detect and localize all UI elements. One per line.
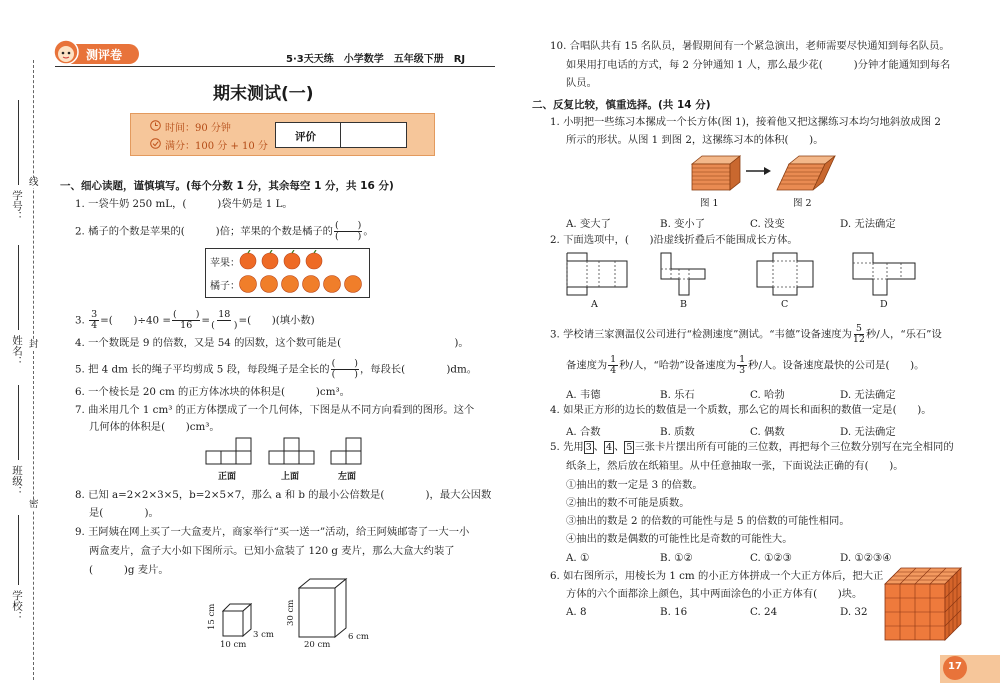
evaluation-label: 评价 — [295, 131, 316, 143]
s1-q3-frac-18-blank[interactable]: $\frac{18}{( )}$ — [211, 309, 238, 331]
page-title: 期末测试(一) — [213, 84, 314, 104]
evaluation-input[interactable] — [342, 124, 405, 146]
s2-q3-line1 — [550, 324, 942, 345]
s2-q1-option-d[interactable]: D. 无法确定 — [840, 218, 896, 230]
digit-card-4: 4 — [606, 442, 613, 453]
s2-q6-line1: 6. 如右图所示，用棱长为 1 cm 的小正方体拼成一个大正方体后，把大正 — [550, 570, 884, 582]
net-d-label: D — [880, 299, 888, 310]
s2-q6-option-d[interactable]: D. 32 — [840, 606, 868, 618]
big-box-height: 30 cm — [286, 599, 296, 626]
s1-q7-line1: 7. 曲米用几个 1 cm³ 的正方体摆成了一个几何体，下图是从不同方向看到的图形。这个 — [75, 404, 475, 416]
view-left-label: 左面 — [338, 472, 357, 482]
s1-q4: 4. 一个数既是 9 的倍数，又是 54 的因数，这个数可能是( )。 — [75, 337, 469, 349]
s2-q5-statement-4: ④抽出的数是偶数的可能性比是奇数的可能性大。 — [566, 533, 793, 545]
s1-q9-line3: ( )g 麦片。 — [89, 564, 169, 576]
binding-line — [33, 60, 34, 680]
cut-word-line: 线 — [29, 177, 39, 188]
s2-q1-line2: 所示的形状。从图 1 到图 2，这摞练习本的体积( )。 — [566, 134, 824, 146]
s2-q2: 2. 下面选项中，( )沿虚线折叠后不能围成长方体。 — [550, 234, 798, 246]
s2-q5-line2: 纸条上，然后放在纸箱里。从中任意抽取一张，下面说法正确的有( )。 — [566, 460, 904, 472]
s2-q1-option-a[interactable]: A. 变大了 — [566, 218, 611, 230]
s1-q3-frac-blank-16[interactable]: $\frac{( )}{16}$ — [173, 309, 200, 331]
orange-row — [238, 274, 366, 294]
notebook-stack-fig1 — [690, 152, 742, 192]
s2-q4-option-d[interactable]: D. 无法确定 — [840, 426, 896, 438]
name-label: 姓名： — [11, 335, 23, 367]
s2-q5-option-d[interactable]: D. ①②③④ — [840, 552, 892, 564]
s1-q5-text: 5. 把 4 dm 长的绳子平均剪成 5 段，每段绳子是全长的 — [75, 363, 330, 376]
big-box-width: 20 cm — [304, 640, 331, 650]
badge-label: 测评卷 — [86, 48, 123, 62]
s1-q3-end: =( )(填小数) — [238, 314, 315, 327]
s1-q3-eq: = — [201, 314, 211, 327]
s2-q6-option-a[interactable]: A. 8 — [566, 606, 587, 618]
s2-q5-statement-2: ②抽出的数不可能是质数。 — [566, 497, 690, 509]
s2-q1-line1: 1. 小明把一些练习本摞成一个长方体(图 1)，接着他又把这摞练习本均匀地斜放成图 2 — [550, 116, 941, 128]
s2-q6-option-c[interactable]: C. 24 — [750, 606, 778, 618]
view-top — [268, 437, 316, 465]
check-icon — [150, 138, 161, 149]
arrow-icon — [746, 166, 772, 176]
s1-q2-end: 。 — [363, 225, 374, 238]
apple-label: 苹果： — [210, 258, 240, 269]
net-a[interactable] — [566, 252, 628, 296]
s1-q9-line1: 9. 王阿姨在网上买了一大盒麦片，商家举行“买一送一”活动，给王阿姨邮寄了一大一小 — [75, 526, 470, 538]
s1-q10-line3: 队员。 — [566, 77, 597, 89]
s2-q4-option-c[interactable]: C. 偶数 — [750, 426, 785, 438]
s1-q2-text: 2. 橘子的个数是苹果的( )倍；苹果的个数是橘子的 — [75, 225, 333, 238]
s2-q6-line2: 方体的六个面都涂上颜色，其中两面涂色的小正方体有( )块。 — [566, 588, 863, 600]
s2-q5-pre: 5. 先用 — [550, 441, 584, 453]
net-b-label: B — [680, 299, 687, 310]
s2-q4: 4. 如果正方形的边长的数值是一个质数，那么它的周长和面积的数值一定是( )。 — [550, 404, 932, 416]
digit-card-5: 5 — [626, 442, 633, 453]
s2-q3-text-c: 备速度为 — [566, 359, 608, 372]
s2-q3-frac-1-4: $\frac{1}{4}$ — [610, 354, 617, 376]
section2-title: 二、反复比较，慎重选择。(共 14 分) — [532, 99, 711, 111]
s1-q5-fraction-blank[interactable]: $\frac{( )}{( )}$ — [331, 358, 358, 380]
view-front-label: 正面 — [218, 472, 237, 482]
s1-q5-end: ，每段长( )dm。 — [359, 363, 478, 376]
fig1-label: 图 1 — [700, 198, 719, 209]
s2-q5-option-c[interactable]: C. ①②③ — [750, 552, 792, 564]
s2-q1-option-c[interactable]: C. 没变 — [750, 218, 785, 230]
small-box-width: 10 cm — [220, 640, 247, 650]
school-field[interactable] — [18, 515, 19, 585]
small-box-height: 15 cm — [207, 603, 217, 630]
s1-q5 — [75, 359, 477, 380]
s2-q3-text-a: 3. 学校请三家测温仪公司进行“检测速度”测试。“韦德”设备速度为 — [550, 328, 852, 341]
s1-q3-mid: =( )÷40 = — [100, 314, 171, 327]
s2-q5-option-a[interactable]: A. ① — [566, 552, 590, 564]
apple-row — [238, 250, 328, 270]
student-id-label: 学号： — [11, 190, 23, 222]
s2-q3-option-a[interactable]: A. 韦德 — [566, 389, 601, 401]
header-rule — [55, 66, 495, 67]
big-box-depth: 6 cm — [348, 632, 369, 642]
s2-q3-text-b: 秒/人，“乐石”设 — [865, 328, 942, 341]
clock-icon — [150, 120, 161, 131]
s2-q5-statement-3: ③抽出的数是 2 的倍数的可能性与是 5 的倍数的可能性相同。 — [566, 515, 850, 527]
s1-q10-line1: 10. 合唱队共有 15 名队员，暑假期间有一个紧急演出，老师需要尽快通知到每名队员。 — [550, 40, 950, 52]
s2-q3-option-c[interactable]: C. 哈勃 — [750, 389, 785, 401]
section1-title: 一、细心读题，谨慎填写。(每个分数 1 分，其余每空 1 分，共 16 分) — [60, 180, 394, 192]
s2-q5-option-b[interactable]: B. ①② — [660, 552, 693, 564]
s2-q4-option-b[interactable]: B. 质数 — [660, 426, 695, 438]
s1-q10-line2: 如果用打电话的方式，每 2 分钟通知 1 人，那么最少花( )分钟才能通知到每名 — [566, 59, 951, 71]
s1-q8-line2: 是( )。 — [89, 507, 159, 519]
class-label: 班级： — [11, 465, 23, 497]
s2-q5-text-a: 三张卡片摆出所有可能的三位数，再把每个三位数分别写在完全相同的 — [634, 441, 954, 453]
fig2-label: 图 2 — [793, 198, 812, 209]
s1-q1: 1. 一袋牛奶 250 mL，( )袋牛奶是 1 L。 — [75, 198, 293, 210]
net-c[interactable] — [756, 252, 814, 296]
s2-q3-text-e: 秒/人。设备速度最快的公司是( )。 — [748, 359, 925, 372]
s1-q7-line2: 几何体的体积是( )cm³。 — [89, 421, 220, 433]
small-box-depth: 3 cm — [253, 630, 274, 640]
s1-q3-frac-3-4: $\frac{3}{4}$ — [91, 309, 98, 331]
net-b[interactable] — [660, 252, 706, 296]
s2-q3-frac-5-12: $\frac{5}{12}$ — [852, 323, 865, 345]
class-field[interactable] — [18, 385, 19, 460]
net-a-label: A — [591, 299, 598, 310]
s1-q3-num: 3. — [75, 314, 85, 327]
s2-q3-text-d: 秒/人，“哈勃”设备速度为 — [619, 359, 737, 372]
s2-q3-line2 — [566, 355, 924, 376]
view-top-label: 上面 — [281, 472, 300, 482]
score-label: 满分：100 分 + 10 分 — [165, 141, 268, 152]
s1-q9-line2: 两盒麦片，盒子大小如下图所示。已知小盒装了 120 g 麦片，那么大盒大约装了 — [89, 545, 455, 557]
s1-q3 — [75, 310, 315, 331]
s2-q4-option-a[interactable]: A. 合数 — [566, 426, 601, 438]
time-label: 时间：90 分钟 — [165, 123, 231, 134]
digit-card-3: 3 — [585, 442, 592, 453]
big-box-figure — [298, 578, 348, 638]
orange-label: 橘子： — [210, 281, 240, 292]
small-box-figure — [222, 603, 252, 637]
s1-q8-line1: 8. 已知 a=2×2×3×5，b=2×5×7，那么 a 和 b 的最小公倍数是( )，最大公因数 — [75, 489, 492, 501]
view-left — [330, 437, 364, 465]
s1-q2 — [75, 221, 374, 242]
s2-q5-line1: 5. 先用 3 、 4 、 5 三张卡片摆出所有可能的三位数，再把每个三位数分别写在完全相同的 — [550, 441, 954, 453]
cut-word-seal: 封 — [29, 339, 39, 350]
school-label: 学校： — [11, 590, 23, 622]
s2-q3-option-d[interactable]: D. 无法确定 — [840, 389, 896, 401]
mascot-icon — [52, 38, 80, 66]
s1-q6: 6. 一个棱长是 20 cm 的正方体冰块的体积是( )cm³。 — [75, 386, 350, 398]
s2-q3-option-b[interactable]: B. 乐石 — [660, 389, 695, 401]
view-front — [205, 437, 253, 465]
notebook-stack-fig2 — [775, 152, 837, 192]
cube-figure — [884, 567, 962, 641]
student-id-field[interactable] — [18, 100, 19, 185]
s2-q6-option-b[interactable]: B. 16 — [660, 606, 688, 618]
series-info: 5·3天天练 小学数学 五年级下册 RJ — [286, 54, 466, 65]
evaluation-divider — [340, 122, 341, 148]
s2-q5-statement-1: ①抽出的数一定是 3 的倍数。 — [566, 479, 703, 491]
s1-q2-fraction-blank[interactable]: $\frac{( )}{( )}$ — [334, 220, 362, 242]
name-field[interactable] — [18, 245, 19, 330]
net-d[interactable] — [852, 252, 916, 296]
net-c-label: C — [781, 299, 789, 310]
s2-q1-option-b[interactable]: B. 变小了 — [660, 218, 706, 230]
cut-word-secret: 密 — [29, 499, 39, 510]
s2-q3-frac-1-3: $\frac{1}{3}$ — [739, 354, 746, 376]
page-number: 17 — [948, 661, 962, 672]
